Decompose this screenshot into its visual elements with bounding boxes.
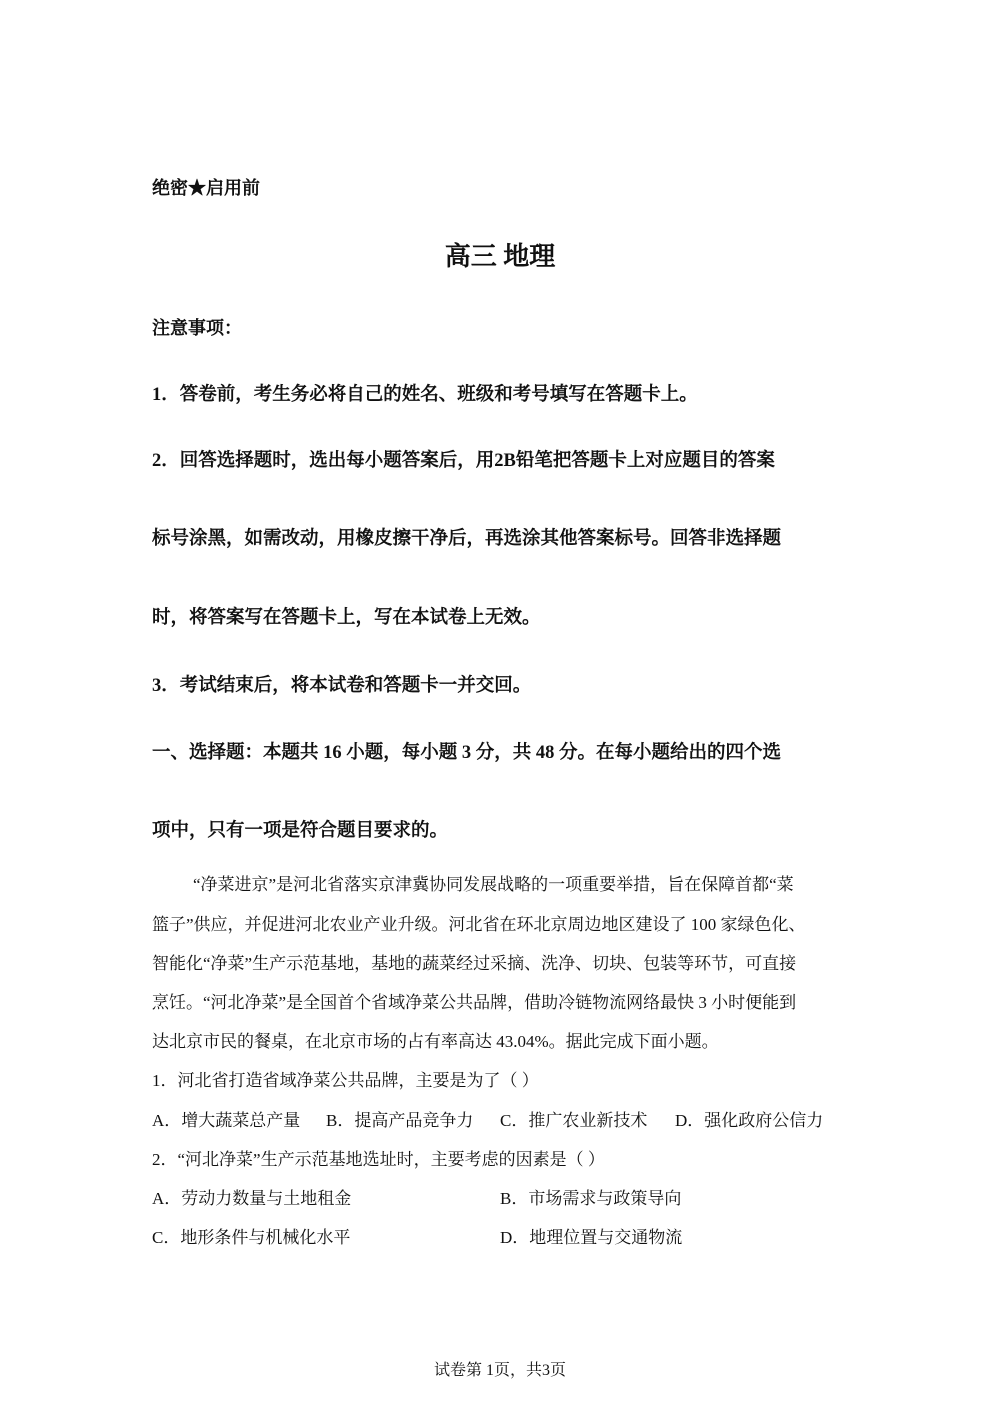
section-heading-cont: 项中，只有一项是符合题目要求的。 <box>152 821 449 841</box>
question-2-option-d[interactable]: D．地理位置与交通物流 <box>500 1228 683 1247</box>
question-1-option-c[interactable]: C．推广农业新技术 <box>500 1111 648 1130</box>
section-heading: 一、选择题：本题共 16 小题，每小题 3 分，共 48 分。在每小题给出的四个选 <box>152 743 782 763</box>
question-2-stem: 2．“河北净菜”生产示范基地选址时，主要考虑的因素是（ ） <box>152 1150 605 1169</box>
passage-line: 烹饪。“河北净菜”是全国首个省域净菜公共品牌，借助冷链物流网络最快 3 小时便能到 <box>152 993 797 1012</box>
notice-heading: 注意事项： <box>152 318 242 338</box>
notice-item-3: 3．考试结束后，将本试卷和答题卡一并交回。 <box>152 676 532 696</box>
notice-item-2: 2．回答选择题时，选出每小题答案后，用2B铅笔把答题卡上对应题目的答案 <box>152 451 775 471</box>
notice-item-2-cont: 标号涂黑，如需改动，用橡皮擦干净后，再选涂其他答案标号。回答非选择题 <box>152 529 782 549</box>
passage-line: “净菜进京”是河北省落实京津冀协同发展战略的一项重要举措，旨在保障首都“菜 <box>193 875 794 894</box>
confidential-label: 绝密★启用前 <box>152 178 260 198</box>
question-2-option-a[interactable]: A．劳动力数量与土地租金 <box>152 1189 352 1208</box>
question-1-option-b[interactable]: B．提高产品竞争力 <box>326 1111 474 1130</box>
question-1-stem: 1．河北省打造省域净菜公共品牌，主要是为了（ ） <box>152 1071 539 1090</box>
page-footer: 试卷第 1页，共3页 <box>433 1362 566 1379</box>
notice-item-1: 1．答卷前，考生务必将自己的姓名、班级和考号填写在答题卡上。 <box>152 385 698 405</box>
question-1-option-a[interactable]: A．增大蔬菜总产量 <box>152 1111 301 1130</box>
question-2-option-c[interactable]: C．地形条件与机械化水平 <box>152 1228 351 1247</box>
passage-line: 智能化“净菜”生产示范基地，基地的蔬菜经过采摘、洗净、切块、包装等环节，可直接 <box>152 954 797 973</box>
question-2-option-b[interactable]: B．市场需求与政策导向 <box>500 1189 682 1208</box>
page-title: 高三 地理 <box>444 242 556 271</box>
passage-line: 达北京市民的餐桌，在北京市场的占有率高达 43.04%。据此完成下面小题。 <box>152 1032 719 1051</box>
passage-line: 篮子”供应，并促进河北农业产业升级。河北省在环北京周边地区建设了 100 家绿色化、 <box>152 915 806 934</box>
notice-item-2-end: 时，将答案写在答题卡上，写在本试卷上无效。 <box>152 608 541 628</box>
question-1-option-d[interactable]: D．强化政府公信力 <box>675 1111 824 1130</box>
